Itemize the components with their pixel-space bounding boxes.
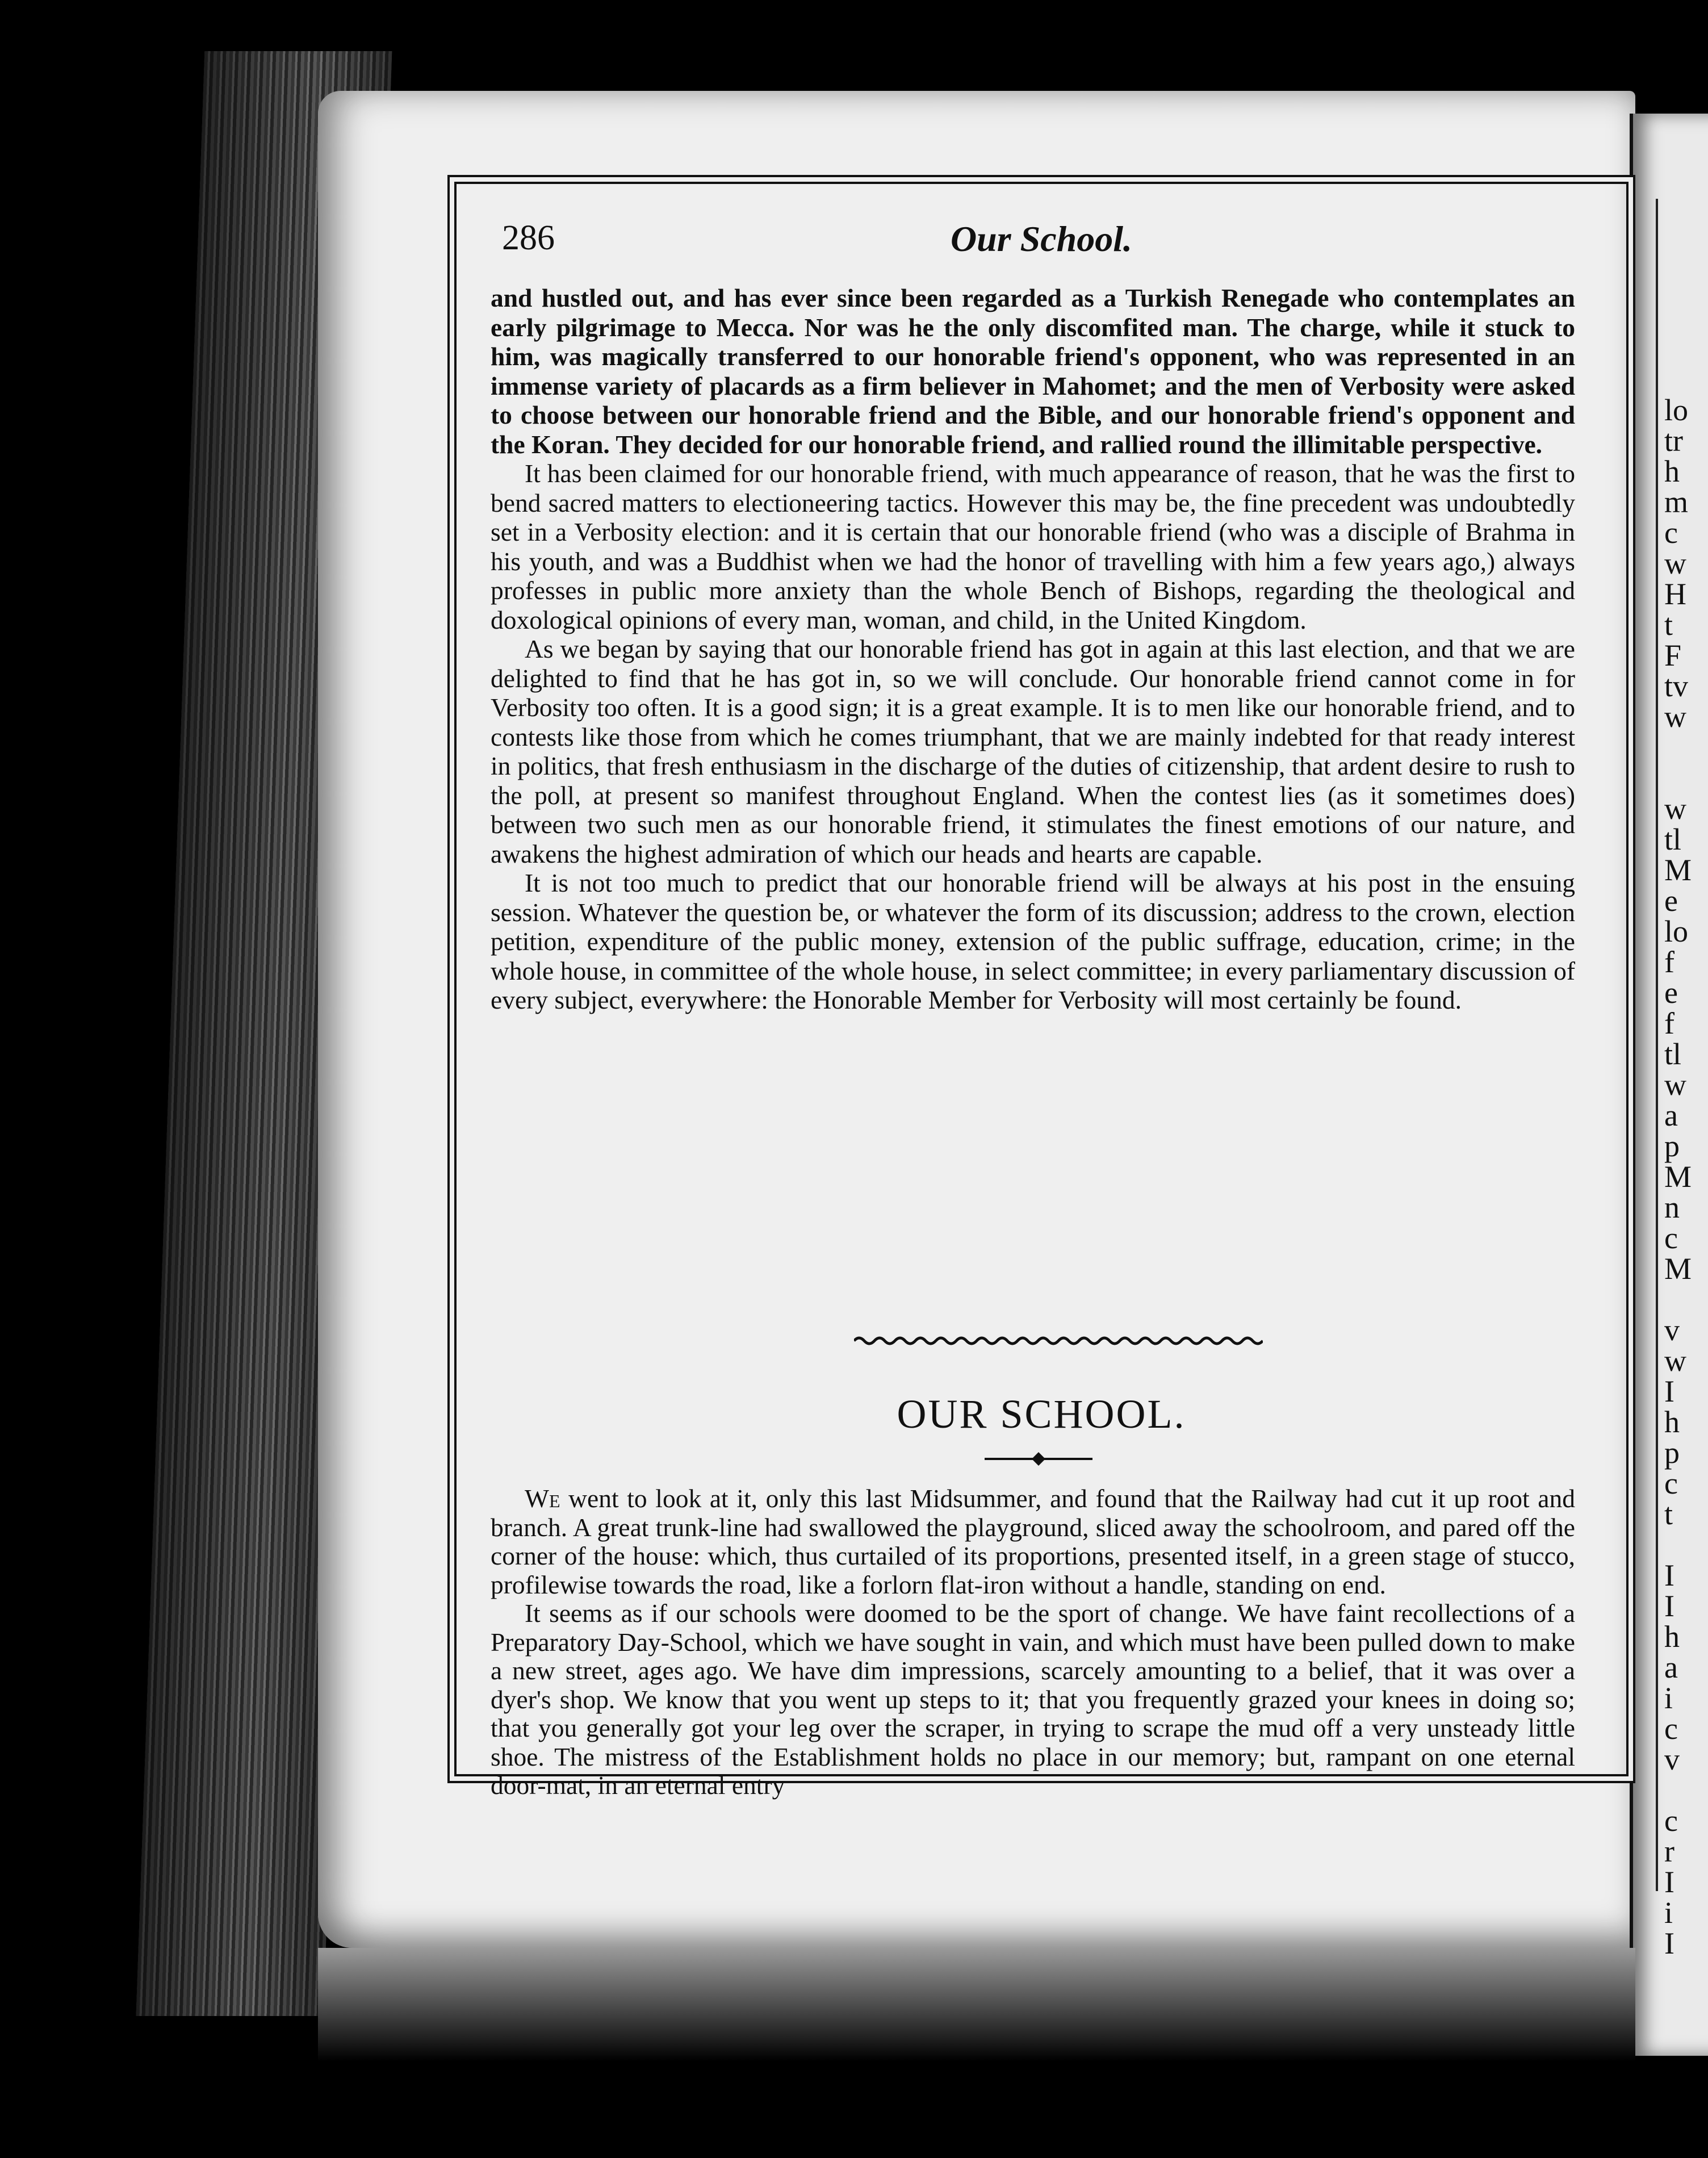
adjacent-page-fragment: r xyxy=(1664,1834,1674,1868)
drop-word: We xyxy=(525,1484,560,1513)
article-body xyxy=(491,1484,1575,1800)
adjacent-page-text-fragments xyxy=(1664,395,1692,1959)
adjacent-page-fragment xyxy=(1664,1775,1692,1805)
adjacent-page-fragment: w xyxy=(1664,700,1686,734)
adjacent-page-fragment xyxy=(1664,763,1692,793)
adjacent-page-fragment: i xyxy=(1664,1896,1673,1930)
adjacent-page-fragment: n xyxy=(1664,1190,1680,1224)
paragraph: It seems as if our schools were doomed to be the sport of change. We have faint recollections of a Preparatory Day-School, which we have sought in vain, and which must have been pulled down to make a new street, ages ago. We have dim impressions, scarcely amounting to a belief, that it was over a dyer's shop. We know that you went up steps to it; that you frequently grazed your knees in doing so; that you generally got your leg over the scraper, in trying to scrape the mud off a very unsteady little shoe. The mistress of the Establishment holds no place in our memory; but, rampant on one eternal door-mat, in an eternal entry xyxy=(491,1599,1575,1800)
adjacent-page-fragment xyxy=(1664,1284,1692,1315)
adjacent-page-fragment: p xyxy=(1664,1436,1680,1470)
adjacent-page-fragment: I xyxy=(1664,1374,1674,1408)
adjacent-page-fragment: v xyxy=(1664,1742,1680,1776)
adjacent-page-fragment: f xyxy=(1664,1006,1674,1040)
adjacent-page-fragment: w xyxy=(1664,1068,1686,1102)
article-title: OUR SCHOOL. xyxy=(897,1391,1186,1437)
adjacent-page-fragment: lo xyxy=(1664,393,1689,427)
adjacent-page-fragment: c xyxy=(1664,1804,1678,1838)
adjacent-page-fragment: F xyxy=(1664,638,1682,672)
continued-article-text xyxy=(491,283,1575,1015)
running-title: Our School. xyxy=(950,219,1133,259)
adjacent-page-fragment: M xyxy=(1664,1252,1692,1286)
adjacent-page-fragment: M xyxy=(1664,1160,1692,1194)
adjacent-page-fragment: w xyxy=(1664,1344,1686,1378)
adjacent-page-fragment: t xyxy=(1664,608,1673,642)
adjacent-page-fragment: p xyxy=(1664,1129,1680,1163)
adjacent-page-fragment: f xyxy=(1664,945,1674,979)
adjacent-page-fragment: e xyxy=(1664,884,1678,918)
adjacent-page-fragment: I xyxy=(1664,1589,1674,1623)
paragraph: We went to look at it, only this last Midsummer, and found that the Railway had cut it up root and branch. A great trunk-line had swallowed the playground, sliced away the schoolroom, and pared off the corner of the house: which, thus curtailed of its proportions, presented itself, in a green stage of stucco, profilewise towards the road, like a forlorn flat-iron without a handle, standing on end. xyxy=(491,1484,1575,1599)
adjacent-page-fragment: h xyxy=(1664,454,1680,488)
paragraph: As we began by saying that our honorable friend has got in again at this last election, and that we are delighted to find that he has got in, so we will conclude. Our honorable friend cannot come in for Verbosity too often. It is a good sign; it is a great example. It is to men like our honorable friend, and to contests like those from which he comes triumphant, that we are mainly indebted for that ready interest in politics, that fresh enthusiasm in the discharge of the duties of citizenship, that ardent desire to rush to the poll, at present so manifest throughout England. When the contest lies (as it sometimes does) between two such men as our honorable friend, it stimulates the finest emotions of our nature, and awakens the highest admiration of which our heads and hearts are capable. xyxy=(491,634,1575,868)
adjacent-page-fragment: I xyxy=(1664,1865,1674,1899)
adjacent-page-fragment: lo xyxy=(1664,914,1689,948)
running-head xyxy=(479,218,1604,264)
adjacent-page-fragment: tl xyxy=(1664,822,1682,856)
adjacent-page-fragment: m xyxy=(1664,485,1689,519)
section-divider-squiggle xyxy=(854,1334,1263,1348)
adjacent-page-fragment: H xyxy=(1664,577,1686,611)
adjacent-page xyxy=(1630,114,1708,2056)
adjacent-page-fragment: h xyxy=(1664,1620,1680,1654)
adjacent-page-fragment xyxy=(1664,1529,1692,1560)
page-content-frame xyxy=(454,182,1629,1800)
title-ornament xyxy=(985,1450,1092,1467)
adjacent-page-fragment: e xyxy=(1664,976,1678,1010)
adjacent-page-fragment: w xyxy=(1664,792,1686,826)
paragraph: and hustled out, and has ever since been regarded as a Turkish Renegade who contemplates an early pilgrimage to Mecca. Nor was he the only discomfited man. The charge, while it stuck to him, was magically transferred to our honorable friend's opponent, who was represented in an immense variety of placards as a firm believer in Mahomet; and the men of Verbosity were asked to choose between our honorable friend and the Bible, and our honorable friend's opponent and the Koran. They decided for our honorable friend, and rallied round the illimitable perspective. xyxy=(491,283,1575,459)
page-number: 286 xyxy=(502,219,555,257)
adjacent-page-fragment: tr xyxy=(1664,424,1683,458)
paragraph: It has been claimed for our honorable friend, with much appearance of reason, that he was the first to bend sacred matters to electioneering tactics. However this may be, the fine precedent was undoubtedly set in a Verbosity election: and it is certain that our honorable friend (who was a disciple of Brahma in his youth, and was a Buddhist when we had the honor of travelling with him a few years ago,) always professes in public more anxiety than the whole Bench of Bishops, regarding the theological and doxological opinions of every man, woman, and child, in the United Kingdom. xyxy=(491,459,1575,634)
paragraph: It is not too much to predict that our honorable friend will be always at his post in the ensuing session. Whatever the question be, or whatever the form of its discussion; address to the crown, election petition, expenditure of the public money, extension of the public suffrage, education, crime; in the whole house, in committee of the whole house, in select committee; in every parliamentary discussion of every subject, everywhere: the Honorable Member for Verbosity will most certainly be found. xyxy=(491,868,1575,1014)
adjacent-page-fragment: t xyxy=(1664,1497,1673,1531)
adjacent-page-fragment: a xyxy=(1664,1098,1678,1132)
adjacent-page-fragment xyxy=(1664,732,1692,763)
adjacent-page-fragment: M xyxy=(1664,853,1692,887)
adjacent-page-fragment: a xyxy=(1664,1650,1678,1684)
page-bottom-shadow xyxy=(318,1948,1635,2061)
adjacent-page-fragment: i xyxy=(1664,1681,1673,1715)
adjacent-page-fragment: tl xyxy=(1664,1037,1682,1071)
adjacent-page-fragment: c xyxy=(1664,516,1678,550)
adjacent-page-fragment: tv xyxy=(1664,669,1689,703)
adjacent-page-fragment: h xyxy=(1664,1405,1680,1439)
adjacent-page-fragment: I xyxy=(1664,1558,1674,1592)
adjacent-page-fragment: c xyxy=(1664,1712,1678,1746)
adjacent-page-fragment: I xyxy=(1664,1926,1674,1960)
adjacent-page-fragment: c xyxy=(1664,1466,1678,1500)
adjacent-page-fragment: v xyxy=(1664,1313,1680,1347)
adjacent-page-fragment: c xyxy=(1664,1221,1678,1255)
adjacent-page-fragment: w xyxy=(1664,546,1686,580)
